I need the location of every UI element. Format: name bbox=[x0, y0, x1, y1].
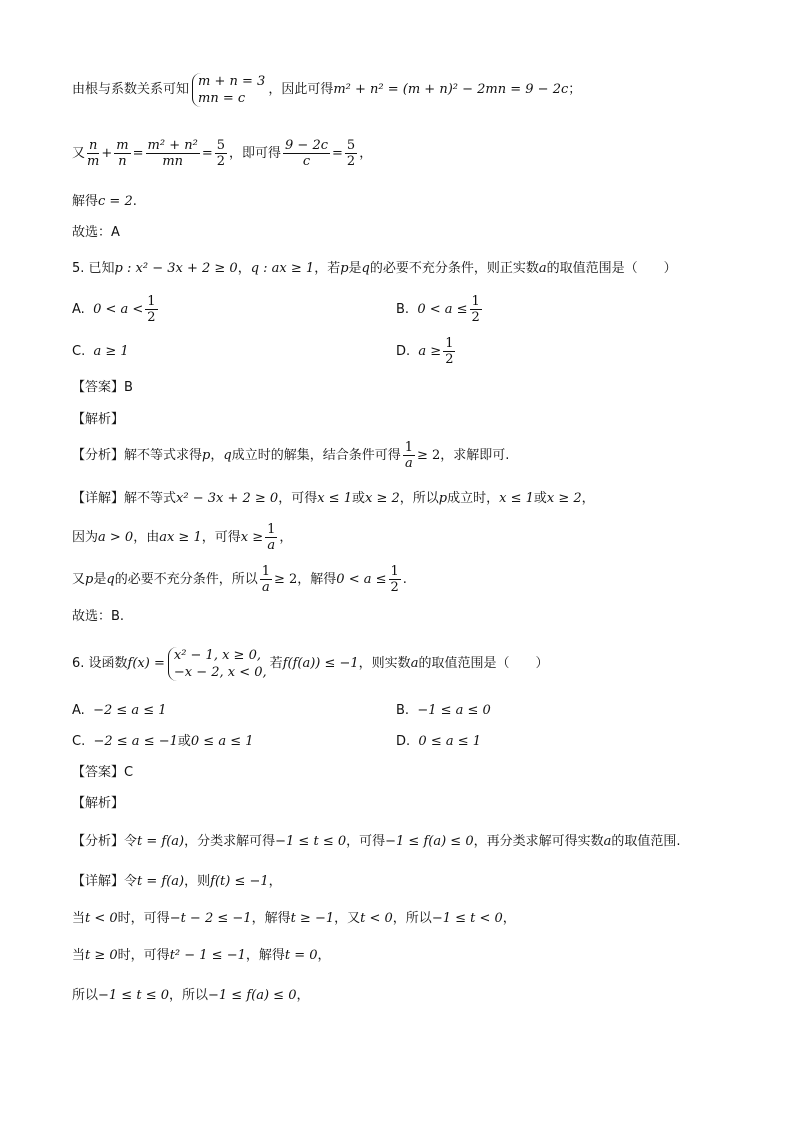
q5-option-d: D. a ≥ $\frac{1}{2}$ bbox=[396, 336, 454, 367]
fraction: $\frac{1}{2}$ bbox=[445, 336, 454, 367]
derivation-line-2: 又 $\frac{n}{m}$ + $\frac{m}{n}$ = $\frac{\text{m² + n²}}{mn}$ = $\frac{5}{2}$ ，即可得 $\frac{9 - 2c}{c}$ = $\frac{5}{2}$ ， bbox=[72, 138, 373, 169]
q5-option-c: C. a ≥ 1 bbox=[72, 344, 129, 359]
piecewise-function: x² − 1, x ≥ 0, −x − 2, x < 0, bbox=[168, 647, 267, 681]
q5-final-choice: 故选：B. bbox=[72, 609, 125, 624]
equation-system: m + n = 3 mn = c bbox=[192, 73, 265, 107]
fraction: $\frac{\text{m² + n²}}{mn}$ bbox=[147, 138, 198, 169]
q6-analysis-summary: 【分析】令t = f(a)，分类求解可得−1 ≤ t ≤ 0，可得−1 ≤ f(a) ≤ 0，再分类求解可得实数a的取值范围. bbox=[72, 834, 681, 849]
q5-option-b: B. 0 < a ≤ $\frac{1}{2}$ bbox=[396, 294, 480, 325]
q5-detail-line-2: 因为a > 0，由ax ≥ 1，可得x ≥ $\frac{1}{a}$ ， bbox=[72, 522, 293, 553]
q6-detail-line-4: 所以−1 ≤ t ≤ 0，所以−1 ≤ f(a) ≤ 0， bbox=[72, 988, 310, 1003]
derivation-line-1: 由根与系数关系可知 m + n = 3 mn = c ，因此可得m² + n² = (m + n)² − 2mn = 9 − 2c； bbox=[72, 73, 582, 106]
q6-detail-line-1: 【详解】令t = f(a)，则f(t) ≤ −1， bbox=[72, 874, 282, 889]
q5-analysis-summary: 【分析】解不等式求得p，q成立时的解集，结合条件可得 $\frac{1}{a}$ ≥ 2，求解即可. bbox=[72, 440, 510, 471]
fraction: $\frac{1}{a}$ bbox=[404, 440, 413, 471]
math-expression: m² + n² = (m + n)² − 2mn = 9 − 2c bbox=[333, 82, 569, 97]
fraction: $\frac{n}{m}$ bbox=[87, 138, 100, 169]
q6-option-d: D. 0 ≤ a ≤ 1 bbox=[396, 734, 482, 749]
fraction: $\frac{1}{2}$ bbox=[471, 294, 480, 325]
q6-option-a: A. −2 ≤ a ≤ 1 bbox=[72, 703, 167, 718]
fraction: $\frac{5}{2}$ bbox=[216, 138, 225, 169]
q6-answer: 【答案】C bbox=[72, 765, 134, 780]
q5-option-a: A. 0 < a < $\frac{1}{2}$ bbox=[72, 294, 156, 325]
question-5-stem: 5. 已知p : x² − 3x + 2 ≥ 0，q : ax ≥ 1，若p是q的必要不充分条件，则正实数a的取值范围是（ ） bbox=[72, 261, 677, 276]
q5-answer: 【答案】B bbox=[72, 380, 133, 395]
q5-detail-line-1: 【详解】解不等式x² − 3x + 2 ≥ 0，可得x ≤ 1或x ≥ 2，所以p成立时，x ≤ 1或x ≥ 2， bbox=[72, 491, 595, 506]
q5-analysis-heading: 【解析】 bbox=[72, 412, 125, 427]
fraction: $\frac{1}{a}$ bbox=[267, 522, 276, 553]
fraction: $\frac{9 - 2c}{c}$ bbox=[285, 138, 328, 169]
fraction: $\frac{5}{2}$ bbox=[346, 138, 356, 169]
q6-option-b: B. −1 ≤ a ≤ 0 bbox=[396, 703, 491, 718]
question-6-stem: 6. 设函数f(x) = x² − 1, x ≥ 0, −x − 2, x < 0, 若f(f(a)) ≤ −1，则实数a的取值范围是（ ） bbox=[72, 647, 549, 680]
q6-option-c: C. −2 ≤ a ≤ −1或0 ≤ a ≤ 1 bbox=[72, 734, 254, 749]
derivation-line-3: 解得c = 2. bbox=[72, 194, 137, 209]
q5-detail-line-3: 又p是q的必要不充分条件，所以 $\frac{1}{a}$ ≥ 2，解得0 < a ≤ $\frac{1}{2}$ . bbox=[72, 564, 407, 595]
prev-answer-choice: 故选：A bbox=[72, 225, 120, 240]
q6-analysis-heading: 【解析】 bbox=[72, 796, 125, 811]
q6-detail-line-2: 当t < 0时，可得−t − 2 ≤ −1，解得t ≥ −1，又t < 0，所以−1 ≤ t < 0， bbox=[72, 911, 516, 926]
fraction: $\frac{1}{2}$ bbox=[147, 294, 156, 325]
q6-detail-line-3: 当t ≥ 0时，可得t² − 1 ≤ −1，解得t = 0， bbox=[72, 948, 331, 963]
fraction: $\frac{1}{a}$ bbox=[261, 564, 270, 595]
fraction: $\frac{m}{n}$ bbox=[116, 138, 129, 169]
text: 由根与系数关系可知 bbox=[72, 82, 190, 97]
fraction: $\frac{1}{2}$ bbox=[390, 564, 399, 595]
